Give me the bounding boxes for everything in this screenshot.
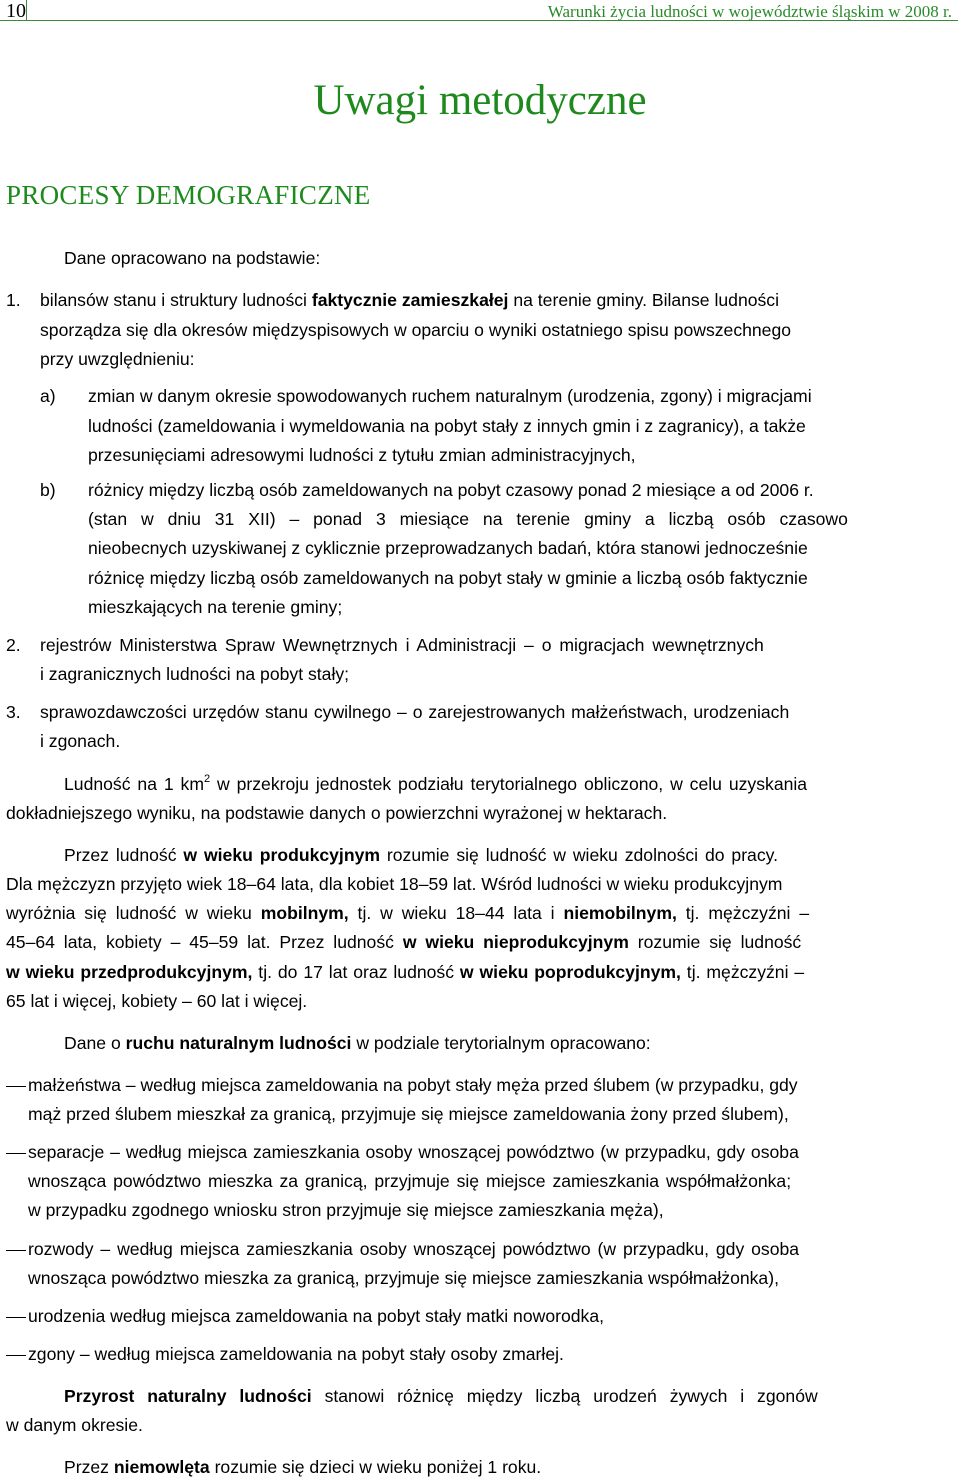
age-line-1: Przez ludność w wieku produkcyjnym rozumie się ludność w wieku zdolności do pracy. <box>64 845 779 865</box>
infants-definition: Przez niemowlęta rozumie się dzieci w wieku poniżej 1 roku. <box>64 1457 542 1477</box>
list-dash <box>6 1344 26 1364</box>
page-title: Uwagi metodyczne <box>313 77 647 124</box>
item-3-line-1: sprawozdawczości urzędów stanu cywilnego – o zarejestrowanych małżeństwach, urodzeniach <box>40 702 790 722</box>
separations-line-3: w przypadku zgodnego wniosku stron przyjmuje się miejsce zamieszkania męża), <box>28 1200 664 1220</box>
age-line-4: 45–64 lata, kobiety – 45–59 lat. Przez ludność w wieku nieprodukcyjnym rozumie się ludność <box>6 932 802 952</box>
item-1-line-2: sporządza się dla okresów międzyspisowych w oparciu o wyniki ostatniego spisu powszechnego <box>40 320 792 340</box>
item-1b-line-3: nieobecnych uzyskiwanej z cyklicznie przeprowadzanych badań, która stanowi jednocześnie <box>88 538 808 558</box>
marriages-line-1: małżeństwa – według miejsca zameldowania na pobyt stały męża przed ślubem (w przypadku, gdy <box>28 1075 798 1095</box>
item-1b-line-1: różnicy między liczbą osób zameldowanych na pobyt czasowy ponad 2 miesiące a od 2006 r. <box>88 480 814 500</box>
item-1-line-1: bilansów stanu i struktury ludności faktycznie zamieszkałej na terenie gminy. Bilanse ludności <box>40 290 780 310</box>
deaths-line: zgony – według miejsca zameldowania na pobyt stały osoby zmarłej. <box>28 1344 564 1364</box>
list-dash <box>6 1142 26 1162</box>
item-3-line-2: i zgonach. <box>40 731 121 751</box>
item-1a-line-1: zmian w danym okresie spowodowanych ruchem naturalnym (urodzenia, zgony) i migracjami <box>88 386 812 406</box>
item-1b-label: b) <box>40 480 56 500</box>
divorces-line-1: rozwody – według miejsca zamieszkania osoby wnoszącej powództwo (w przypadku, gdy osoba <box>28 1239 800 1259</box>
list-dash <box>6 1075 26 1095</box>
density-line-1: Ludność na 1 $km^2$ w przekroju jednostek podziału terytorialnego obliczono, w celu uzyskania <box>64 773 808 794</box>
increase-line-2: w danym okresie. <box>6 1415 143 1435</box>
item-2-line-2: i zagranicznych ludności na pobyt stały; <box>40 664 350 684</box>
item-1a-line-2: ludności (zameldowania i wymeldowania na pobyt stały z innych gmin i z zagranicy), a także <box>88 416 806 436</box>
age-line-6: 65 lat i więcej, kobiety – 60 lat i więcej. <box>6 991 308 1011</box>
list-dash <box>6 1306 26 1326</box>
item-1b-line-4: różnicę między liczbą osób zameldowanych na pobyt stały w gminie a liczbą osób faktycznie <box>88 568 808 588</box>
separations-line-1: separacje – według miejsca zamieszkania osoby wnoszącej powództwo (w przypadku, gdy osoba <box>28 1142 799 1162</box>
item-1b-line-5: mieszkających na terenie gminy; <box>88 597 343 617</box>
item-1a-label: a) <box>40 386 56 406</box>
list-dash <box>6 1239 26 1259</box>
item-2-line-1: rejestrów Ministerstwa Spraw Wewnętrznych i Administracji – o migracjach wewnętrznych <box>40 635 764 655</box>
section-heading: PROCESY DEMOGRAFICZNE <box>6 180 371 210</box>
item-1-number: 1. <box>6 290 21 310</box>
item-1a-line-3: przesunięciami adresowymi ludności z tytułu zmian administracyjnych, <box>88 445 636 465</box>
divorces-line-2: wnosząca powództwo mieszka za granicą, przyjmuje się miejsce zamieszkania współmałżonka), <box>28 1268 779 1288</box>
item-1-line-3: przy uwzględnieniu: <box>40 349 195 369</box>
page-number: 10 <box>6 0 26 22</box>
natural-movement-intro: Dane o ruchu naturalnym ludności w podziale terytorialnym opracowano: <box>64 1033 651 1053</box>
marriages-line-2: mąż przed ślubem mieszkał za granicą, przyjmuje się miejsce zameldowania żony przed ślubem), <box>28 1104 789 1124</box>
item-3-number: 3. <box>6 702 21 722</box>
age-line-5: w wieku przedprodukcyjnym, tj. do 17 lat oraz ludność w wieku poprodukcyjnym, tj. mężczyźni – <box>6 962 805 982</box>
item-2-number: 2. <box>6 635 21 655</box>
separations-line-2: wnosząca powództwo mieszka za granicą, przyjmuje się miejsce zamieszkania współmałżonka; <box>28 1171 792 1191</box>
age-line-2: Dla mężczyzn przyjęto wiek 18–64 lata, dla kobiet 18–59 lat. Wśród ludności w wieku produkcyjnym <box>6 874 783 894</box>
age-line-3: wyróżnia się ludność w wieku mobilnym, tj. w wieku 18–44 lata i niemobilnym, tj. mężczyźni – <box>6 903 810 923</box>
intro-text: Dane opracowano na podstawie: <box>64 248 321 268</box>
header-divider <box>26 0 27 21</box>
births-line: urodzenia według miejsca zameldowania na pobyt stały matki noworodka, <box>28 1306 605 1326</box>
increase-line-1: Przyrost naturalny ludności stanowi różnicę między liczbą urodzeń żywych i zgonów <box>64 1386 818 1406</box>
item-1b-line-2: (stan w dniu 31 XII) – ponad 3 miesiące na terenie gminy a liczbą osób czasowo <box>88 509 848 529</box>
running-title: Warunki życia ludności w województwie śląskim w 2008 r. <box>547 2 952 21</box>
density-line-2: dokładniejszego wyniku, na podstawie danych o powierzchni wyrażonej w hektarach. <box>6 803 668 823</box>
